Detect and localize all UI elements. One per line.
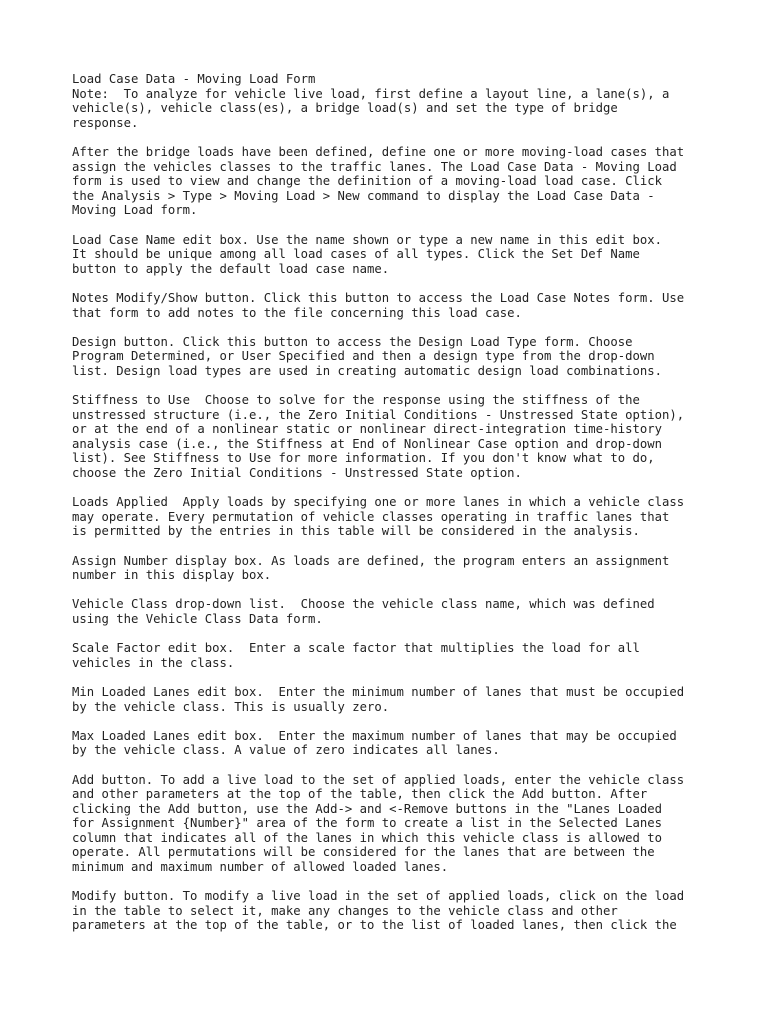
paragraph-min-loaded-lanes xyxy=(72,685,712,714)
text-line: column that indicates all of the lanes in which this vehicle class is allowed to xyxy=(72,830,663,845)
text-line: Add button. To add a live load to the set of applied loads, enter the vehicle class xyxy=(72,772,685,787)
text-line: Assign Number display box. As loads are defined, the program enters an assignment xyxy=(72,553,670,568)
text-line: by the vehicle class. A value of zero indicates all lanes. xyxy=(72,743,500,758)
text-line: analysis case (i.e., the Stiffness at End of Nonlinear Case option and drop-down xyxy=(72,436,663,451)
paragraph-vehicle-class xyxy=(72,597,712,626)
text-line: unstressed structure (i.e., the Zero Initial Conditions - Unstressed State option), xyxy=(72,407,685,422)
text-line: that form to add notes to the file concerning this load case. xyxy=(72,305,522,320)
text-line: list. Design load types are used in creating automatic design load combinations. xyxy=(72,363,663,378)
text-line: clicking the Add button, use the Add-> and <-Remove buttons in the "Lanes Loaded xyxy=(72,801,663,816)
text-line: minimum and maximum number of allowed loaded lanes. xyxy=(72,860,449,875)
text-line: Min Loaded Lanes edit box. Enter the minimum number of lanes that must be occupied xyxy=(72,684,685,699)
text-line: is permitted by the entries in this table will be considered in the analysis. xyxy=(72,524,640,539)
text-line: form is used to view and change the definition of a moving-load load case. Click xyxy=(72,174,663,189)
text-line: Stiffness to Use Choose to solve for the response using the stiffness of the xyxy=(72,393,640,408)
text-line: in the table to select it, make any changes to the vehicle class and other xyxy=(72,903,618,918)
text-line: vehicle(s), vehicle class(es), a bridge load(s) and set the type of bridge xyxy=(72,101,618,116)
text-line: Notes Modify/Show button. Click this button to access the Load Case Notes form. Use xyxy=(72,290,685,305)
text-line: choose the Zero Initial Conditions - Unstressed State option. xyxy=(72,466,522,481)
text-line: It should be unique among all load cases of all types. Click the Set Def Name xyxy=(72,247,640,262)
text-line: vehicles in the class. xyxy=(72,655,235,670)
paragraph-notes-button xyxy=(72,291,712,320)
text-line: Vehicle Class drop-down list. Choose the vehicle class name, which was defined xyxy=(72,597,655,612)
paragraph-loads-applied xyxy=(72,495,712,539)
document-title: Load Case Data - Moving Load Form xyxy=(72,72,316,86)
paragraph-load-case-name xyxy=(72,233,712,277)
paragraph-add-button xyxy=(72,773,712,875)
text-line: number in this display box. xyxy=(72,568,272,583)
text-line: the Analysis > Type > Moving Load > New command to display the Load Case Data - xyxy=(72,188,655,203)
paragraph-modify-button xyxy=(72,889,712,933)
document-page xyxy=(72,72,712,948)
paragraph-overview xyxy=(72,145,712,218)
text-line: Moving Load form. xyxy=(72,203,198,218)
text-line: Design button. Click this button to access the Design Load Type form. Choose xyxy=(72,334,633,349)
paragraph-scale-factor xyxy=(72,641,712,670)
text-line: Loads Applied Apply loads by specifying one or more lanes in which a vehicle class xyxy=(72,495,685,510)
text-line: and other parameters at the top of the table, then click the Add button. After xyxy=(72,787,648,802)
paragraph-max-loaded-lanes xyxy=(72,729,712,758)
text-line: response. xyxy=(72,115,139,130)
text-line: Note: To analyze for vehicle live load, first define a layout line, a lane(s), a xyxy=(72,86,670,101)
text-line: Modify button. To modify a live load in the set of applied loads, click on the load xyxy=(72,889,685,904)
text-line: Scale Factor edit box. Enter a scale factor that multiplies the load for all xyxy=(72,641,640,656)
text-line: Program Determined, or User Specified and then a design type from the drop-down xyxy=(72,349,655,364)
text-line: for Assignment {Number}" area of the form to create a list in the Selected Lanes xyxy=(72,816,663,831)
text-line: button to apply the default load case name. xyxy=(72,261,390,276)
text-line: Load Case Name edit box. Use the name shown or type a new name in this edit box. xyxy=(72,232,663,247)
text-line: assign the vehicles classes to the traffic lanes. The Load Case Data - Moving Load xyxy=(72,159,677,174)
text-line: using the Vehicle Class Data form. xyxy=(72,611,323,626)
text-line: by the vehicle class. This is usually zero. xyxy=(72,699,390,714)
text-line: After the bridge loads have been defined, define one or more moving-load cases that xyxy=(72,144,685,159)
text-line: Max Loaded Lanes edit box. Enter the maximum number of lanes that may be occupied xyxy=(72,728,677,743)
text-line: parameters at the top of the table, or to the list of loaded lanes, then click the xyxy=(72,918,677,933)
paragraph-intro xyxy=(72,72,712,130)
paragraph-design-button xyxy=(72,335,712,379)
paragraph-stiffness xyxy=(72,393,712,481)
text-line: may operate. Every permutation of vehicle classes operating in traffic lanes that xyxy=(72,509,670,524)
paragraph-assign-number xyxy=(72,554,712,583)
text-line: or at the end of a nonlinear static or nonlinear direct-integration time-history xyxy=(72,422,663,437)
text-line: list). See Stiffness to Use for more information. If you don't know what to do, xyxy=(72,451,655,466)
text-line: operate. All permutations will be considered for the lanes that are between the xyxy=(72,845,655,860)
